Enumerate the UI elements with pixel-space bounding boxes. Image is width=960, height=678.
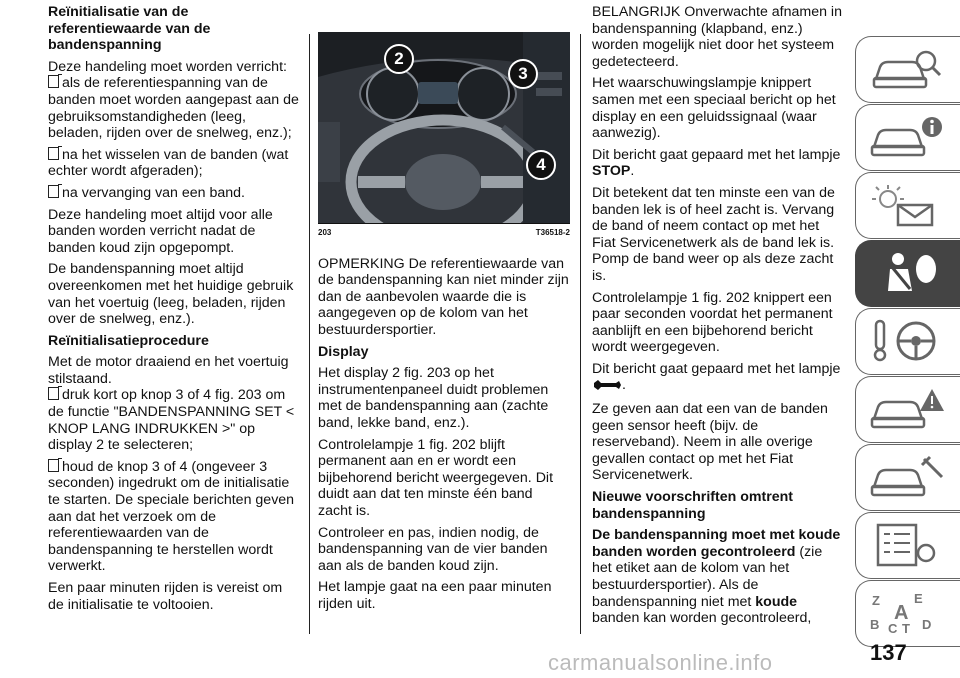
checkbox-bullet-icon bbox=[48, 459, 59, 472]
paragraph: BELANGRIJK Onverwachte afnamen in bandenspanning (klapband, enz.) worden mogelijk niet door het systeem gedetecteerd. bbox=[592, 4, 842, 70]
car-service-icon bbox=[868, 453, 948, 501]
nav-tab-safety[interactable] bbox=[855, 240, 960, 307]
page-number: 137 bbox=[870, 640, 907, 665]
svg-text:E: E bbox=[914, 591, 923, 606]
callout-4: 4 bbox=[526, 150, 556, 180]
nav-tab-warning[interactable] bbox=[855, 376, 960, 443]
paragraph: OPMERKING De referentiewaarde van de bandenspanning kan niet minder zijn dan de aanbevolen waarde die is aangegeven op de kolom van het bestuurdersportier. bbox=[318, 255, 569, 338]
section-heading-reinit: Reïnitialisatie van de referentiewaarde van de bandenspanning bbox=[48, 4, 211, 54]
column-divider bbox=[309, 34, 310, 634]
section-heading-procedure: Reïnitialisatieprocedure bbox=[48, 332, 209, 349]
bullet-item: druk kort op knop 3 of 4 fig. 203 om de functie "BANDENSPANNING SET < KNOP LANG INDRUKKEN >" op display 2 te selecteren; bbox=[48, 387, 295, 454]
paragraph: Een paar minuten rijden is vereist om de initialisatie te voltooien. bbox=[48, 580, 283, 613]
nav-tab-index[interactable] bbox=[855, 580, 960, 647]
start-driving-icon bbox=[868, 317, 948, 365]
paragraph: Ze geven aan dat een van de banden geen sensor heeft (bijv. de reserveband). Neem in alle overige gevallen contact op met het Fiat Servicenetwerk. bbox=[592, 401, 828, 484]
lights-mail-icon bbox=[868, 181, 948, 229]
svg-text:Z: Z bbox=[872, 593, 880, 608]
callout-2: 2 bbox=[384, 44, 414, 74]
svg-text:T: T bbox=[902, 621, 910, 636]
nav-tab-lights-messages[interactable] bbox=[855, 172, 960, 239]
watermark: carmanualsonline.info bbox=[548, 650, 773, 675]
paragraph: Het waarschuwingslampje knippert samen met een speciaal bericht op het display en een geluidssignaal (waar aanwezig). bbox=[592, 75, 836, 142]
figure-code: T36518-2 bbox=[535, 228, 570, 237]
svg-text:B: B bbox=[870, 617, 880, 632]
paragraph: Controleer en pas, indien nodig, de bandenspanning van de vier banden aan als de banden koud zijn. bbox=[318, 524, 548, 574]
nav-tab-service[interactable] bbox=[855, 444, 960, 511]
svg-text:C: C bbox=[888, 621, 898, 636]
nav-tab-car-info[interactable] bbox=[855, 104, 960, 171]
callout-3: 3 bbox=[508, 59, 538, 89]
checkbox-bullet-icon bbox=[48, 387, 59, 400]
paragraph: Deze handeling moet altijd voor alle banden worden verricht nadat de banden koud zijn opgepompt. bbox=[48, 206, 273, 256]
checkbox-bullet-icon bbox=[48, 147, 59, 160]
bullet-item: na het wisselen van de banden (wat echter wordt afgeraden); bbox=[48, 146, 289, 180]
figure-203-dashboard-image bbox=[318, 32, 570, 223]
svg-text:A: A bbox=[894, 602, 909, 624]
paragraph: De bandenspanning moet met koude banden worden gecontroleerd (zie het etiket aan de kolom van het bestuurdersportier). Als de bandenspanning niet met koude banden kan worden gecontroleerd, bbox=[592, 527, 841, 627]
paragraph: De bandenspanning moet altijd overeenkomen met het huidige gebruik van het voertuig (leeg, beladen, rijden over de snelweg, enz.). bbox=[48, 261, 294, 328]
column-divider bbox=[580, 34, 581, 634]
paragraph: Het display 2 fig. 203 op het instrumentenpaneel duidt problemen met de bandenspanning aan (zachte band, lekke band, enz.). bbox=[318, 365, 549, 431]
dashboard-illustration bbox=[318, 32, 570, 223]
nav-tab-specs[interactable] bbox=[855, 512, 960, 579]
car-search-icon bbox=[868, 45, 948, 93]
bullet-item: als de referentiespanning van de banden moet worden aangepast aan de gebruiksomstandigheden (leeg, beladen, rijden over de snelweg, enz.); bbox=[48, 75, 299, 142]
car-warning-icon bbox=[868, 385, 948, 433]
bullet-item: na vervanging van een band. bbox=[48, 185, 300, 202]
specs-list-icon bbox=[868, 521, 948, 569]
wrench-icon bbox=[592, 379, 622, 396]
svg-text:D: D bbox=[922, 617, 932, 632]
paragraph: Dit betekent dat ten minste een van de banden lek is of heel zacht is. Vervang de band of neem contact op met het Fiat Servicenetwerk als de band lek is. Pomp de band weer op als deze zacht is. bbox=[592, 184, 835, 284]
column-2 bbox=[318, 32, 570, 617]
figure-caption bbox=[318, 223, 570, 242]
index-az-icon bbox=[868, 589, 948, 637]
paragraph: Met de motor draaiend en het voertuig stilstaand. bbox=[48, 354, 289, 387]
section-heading-rules: Nieuwe voorschriften omtrent bandenspanning bbox=[592, 489, 794, 522]
nav-tab-start-driving[interactable] bbox=[855, 308, 960, 375]
column-1 bbox=[48, 4, 300, 618]
safety-airbag-icon bbox=[868, 249, 948, 297]
section-heading-display: Display bbox=[318, 343, 369, 360]
column-3 bbox=[592, 4, 844, 632]
paragraph: Controlelampje 1 fig. 202 blijft permanent aan en er wordt een bijbehorend bericht weergegeven. Dit duidt aan dat ten minste één band zacht is. bbox=[318, 436, 554, 519]
paragraph: Dit bericht gaat gepaard met het lampje STOP. bbox=[592, 146, 841, 180]
checkbox-bullet-icon bbox=[48, 75, 59, 88]
car-info-icon bbox=[868, 113, 948, 161]
bold-lead: De bandenspanning moet met koude banden worden gecontroleerd bbox=[592, 527, 841, 560]
checkbox-bullet-icon bbox=[48, 185, 59, 198]
paragraph: Dit bericht gaat gepaard met het lampje . bbox=[592, 361, 844, 396]
paragraph: Het lampje gaat na een paar minuten rijden uit. bbox=[318, 579, 552, 612]
bullet-item: houd de knop 3 of 4 (ongeveer 3 seconden) ingedrukt om de initialisatie te starten. De speciale berichten geven aan dat het verzoek om de referentiewaarden van de bandenspanning te herstellen wordt verwerkt. bbox=[48, 458, 295, 575]
nav-tab-car-search[interactable] bbox=[855, 36, 960, 103]
intro-text: Deze handeling moet worden verricht: bbox=[48, 58, 287, 75]
stop-lamp-label: STOP bbox=[592, 163, 631, 180]
paragraph: Controlelampje 1 fig. 202 knippert een paar seconden voordat het permanent aanblijft en een bijbehorend bericht wordt weergegeven. bbox=[592, 289, 833, 356]
figure-number: 203 bbox=[318, 228, 332, 237]
